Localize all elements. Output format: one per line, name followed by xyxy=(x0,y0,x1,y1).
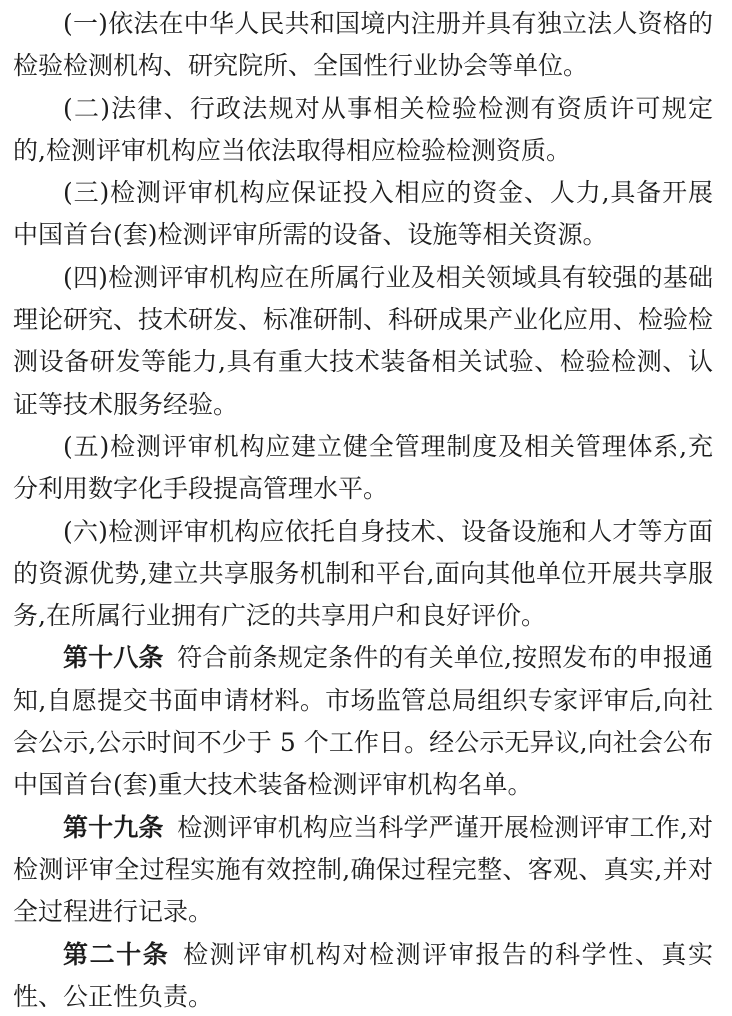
article-18-number: 第十八条 xyxy=(63,643,164,673)
article-20-text: 检测评审机构对检测评审报告的科学性、真实性、公正性负责。 xyxy=(13,939,713,1011)
article-19-number: 第十九条 xyxy=(63,812,164,842)
clause-item-5 xyxy=(13,426,713,511)
clause-item-5-text: (五)检测评审机构应建立健全管理制度及相关管理体系,充分利用数字化手段提高管理水平。 xyxy=(13,431,713,504)
clause-item-4 xyxy=(13,257,713,426)
clause-item-6 xyxy=(13,511,713,638)
clause-item-3 xyxy=(13,172,713,257)
clause-item-2 xyxy=(13,88,713,173)
clause-item-2-text: (二)法律、行政法规对从事相关检验检测有资质许可规定的,检测评审机构应当依法取得相应检验检测资质。 xyxy=(13,93,713,165)
article-19-text: 检测评审机构应当科学严谨开展检测评审工作,对检测评审全过程实施有效控制,确保过程完整、客观、真实,并对全过程进行记录。 xyxy=(13,812,713,927)
article-18 xyxy=(13,637,713,806)
clause-item-3-text: (三)检测评审机构应保证投入相应的资金、人力,具备开展中国首台(套)检测评审所需的设备、设施等相关资源。 xyxy=(13,178,713,250)
article-19 xyxy=(13,807,713,934)
clause-item-1 xyxy=(13,3,713,88)
article-20 xyxy=(13,934,713,1016)
article-20-number: 第二十条 xyxy=(63,939,170,969)
clause-item-1-text: (一)依法在中华人民共和国境内注册并具有独立法人资格的检验检测机构、研究院所、全国性行业协会等单位。 xyxy=(13,9,713,81)
clause-item-6-text: (六)检测评审机构应依托自身技术、设备设施和人才等方面的资源优势,建立共享服务机制和平台,面向其他单位开展共享服务,在所属行业拥有广泛的共享用户和良好评价。 xyxy=(13,516,713,631)
clause-item-4-text: (四)检测评审机构应在所属行业及相关领域具有较强的基础理论研究、技术研发、标准研制、科研成果产业化应用、检验检测设备研发等能力,具有重大技术装备相关试验、检验检测、认证等技术服务经验。 xyxy=(13,262,714,419)
article-18-text: 符合前条规定条件的有关单位,按照发布的申报通知,自愿提交书面申请材料。市场监管总局组织专家评审后,向社会公示,公示时间不少于 5 个工作日。经公示无异议,向社会公布中国首台(套)重大技术装备检测评审机构名单。 xyxy=(13,643,713,800)
